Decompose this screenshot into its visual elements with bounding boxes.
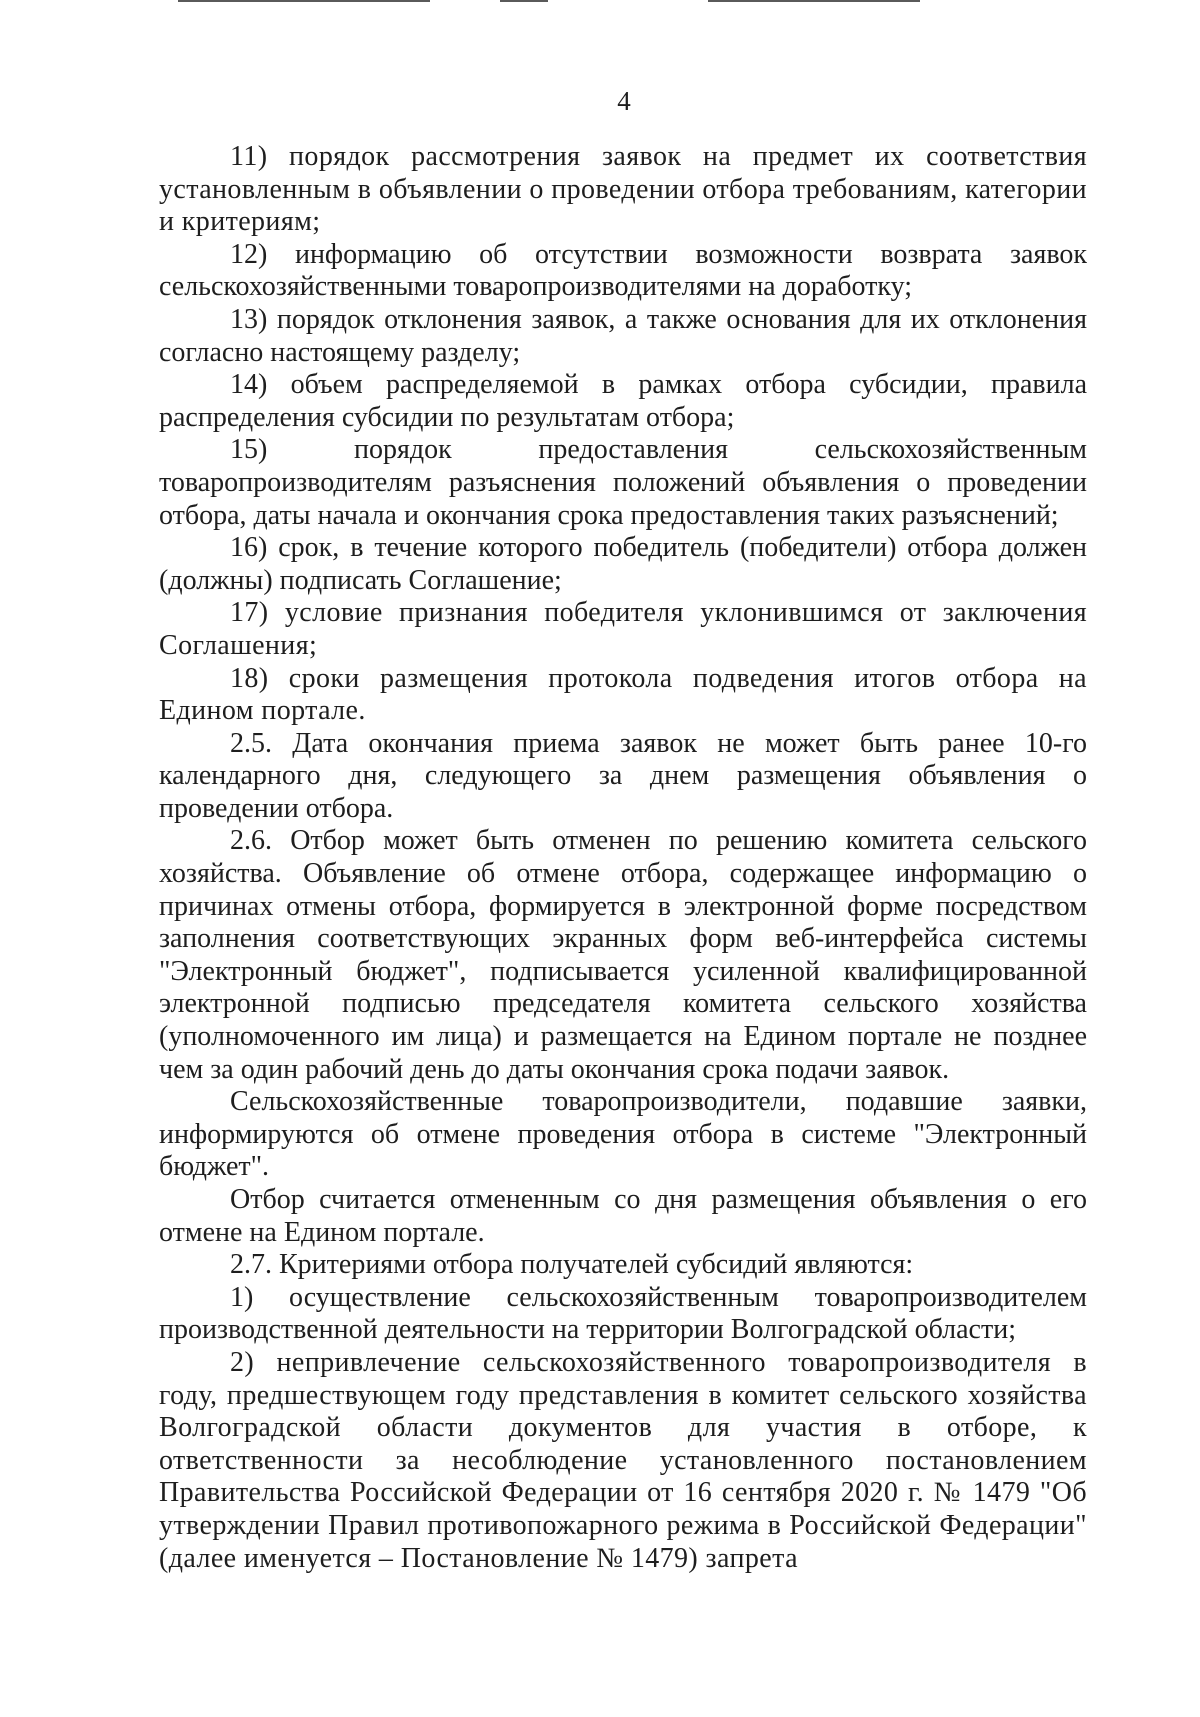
scan-edge-mark bbox=[178, 0, 430, 2]
paragraph-2-5: 2.5. Дата окончания приема заявок не может быть ранее 10-го календарного дня, следующего за днем размещения объявления о проведении отбора. bbox=[159, 727, 1087, 824]
scan-edge-mark bbox=[500, 0, 548, 2]
paragraph-item-14: 14) объем распределяемой в рамках отбора субсидии, правила распределения субсидии по результатам отбора; bbox=[159, 369, 1087, 433]
paragraph-item-18: 18) сроки размещения протокола подведения итогов отбора на Едином портале. bbox=[159, 662, 1087, 727]
paragraph-cancellation: Отбор считается отмененным со дня размещения объявления о его отмене на Едином портале. bbox=[159, 1184, 1087, 1248]
paragraph-item-13: 13) порядок отклонения заявок, а также основания для их отклонения согласно настоящему разделу; bbox=[159, 303, 1087, 368]
paragraph-item-12: 12) информацию об отсутствии возможности возврата заявок сельскохозяйственными товаропроизводителями на доработку; bbox=[159, 238, 1087, 303]
paragraph-2-7: 2.7. Критериями отбора получателей субсидий являются: bbox=[230, 1249, 914, 1281]
document-body bbox=[159, 141, 1087, 1575]
paragraph-item-15: 15) порядок предоставления сельскохозяйственным товаропроизводителям разъяснения положений объявления о проведении отбора, даты начала и окончания срока предоставления таких разъяснений; bbox=[159, 434, 1087, 531]
paragraph-item-17: 17) условие признания победителя уклонившимся от заключения Соглашения; bbox=[159, 597, 1087, 661]
criterion-1: 1) осуществление сельскохозяйственным товаропроизводителем производственной деятельности на территории Волгоградской области; bbox=[159, 1281, 1087, 1346]
page-number: 4 bbox=[617, 86, 631, 116]
paragraph-item-16: 16) срок, в течение которого победитель (победители) отбора должен (должны) подписать Соглашение; bbox=[159, 532, 1087, 596]
paragraph-notification: Сельскохозяйственные товаропроизводители, подавшие заявки, информируются об отмене проведения отбора в системе "Электронный бюджет". bbox=[159, 1086, 1087, 1183]
scan-edge-mark bbox=[708, 0, 920, 2]
paragraph-item-11: 11) порядок рассмотрения заявок на предмет их соответствия установленным в объявлении о проведении отбора требованиям, категории и критериям; bbox=[159, 141, 1087, 238]
criterion-2: 2) непривлечение сельскохозяйственного товаропроизводителя в году, предшествующем году представления в комитет сельского хозяйства Волгоградской области документов для участия в отборе, к ответственности за несоблюдение установленного постановлением Правительства Российской Федерации от 16 сентября 2020 г. № 1479 "Об утверждении Правил противопожарного режима в Российской Федерации" (далее именуется – Постановление № 1479) запрета bbox=[159, 1346, 1087, 1574]
paragraph-2-6: 2.6. Отбор может быть отменен по решению комитета сельского хозяйства. Объявление об отмене отбора, содержащее информацию о причинах отмены отбора, формируется в электронной форме посредством заполнения соответствующих экранных форм веб-интерфейса системы "Электронный бюджет", подписывается усиленной квалифицированной электронной подписью председателя комитета сельского хозяйства (уполномоченного им лица) и размещается на Едином портале не позднее чем за один рабочий день до даты окончания срока подачи заявок. bbox=[159, 825, 1087, 1085]
